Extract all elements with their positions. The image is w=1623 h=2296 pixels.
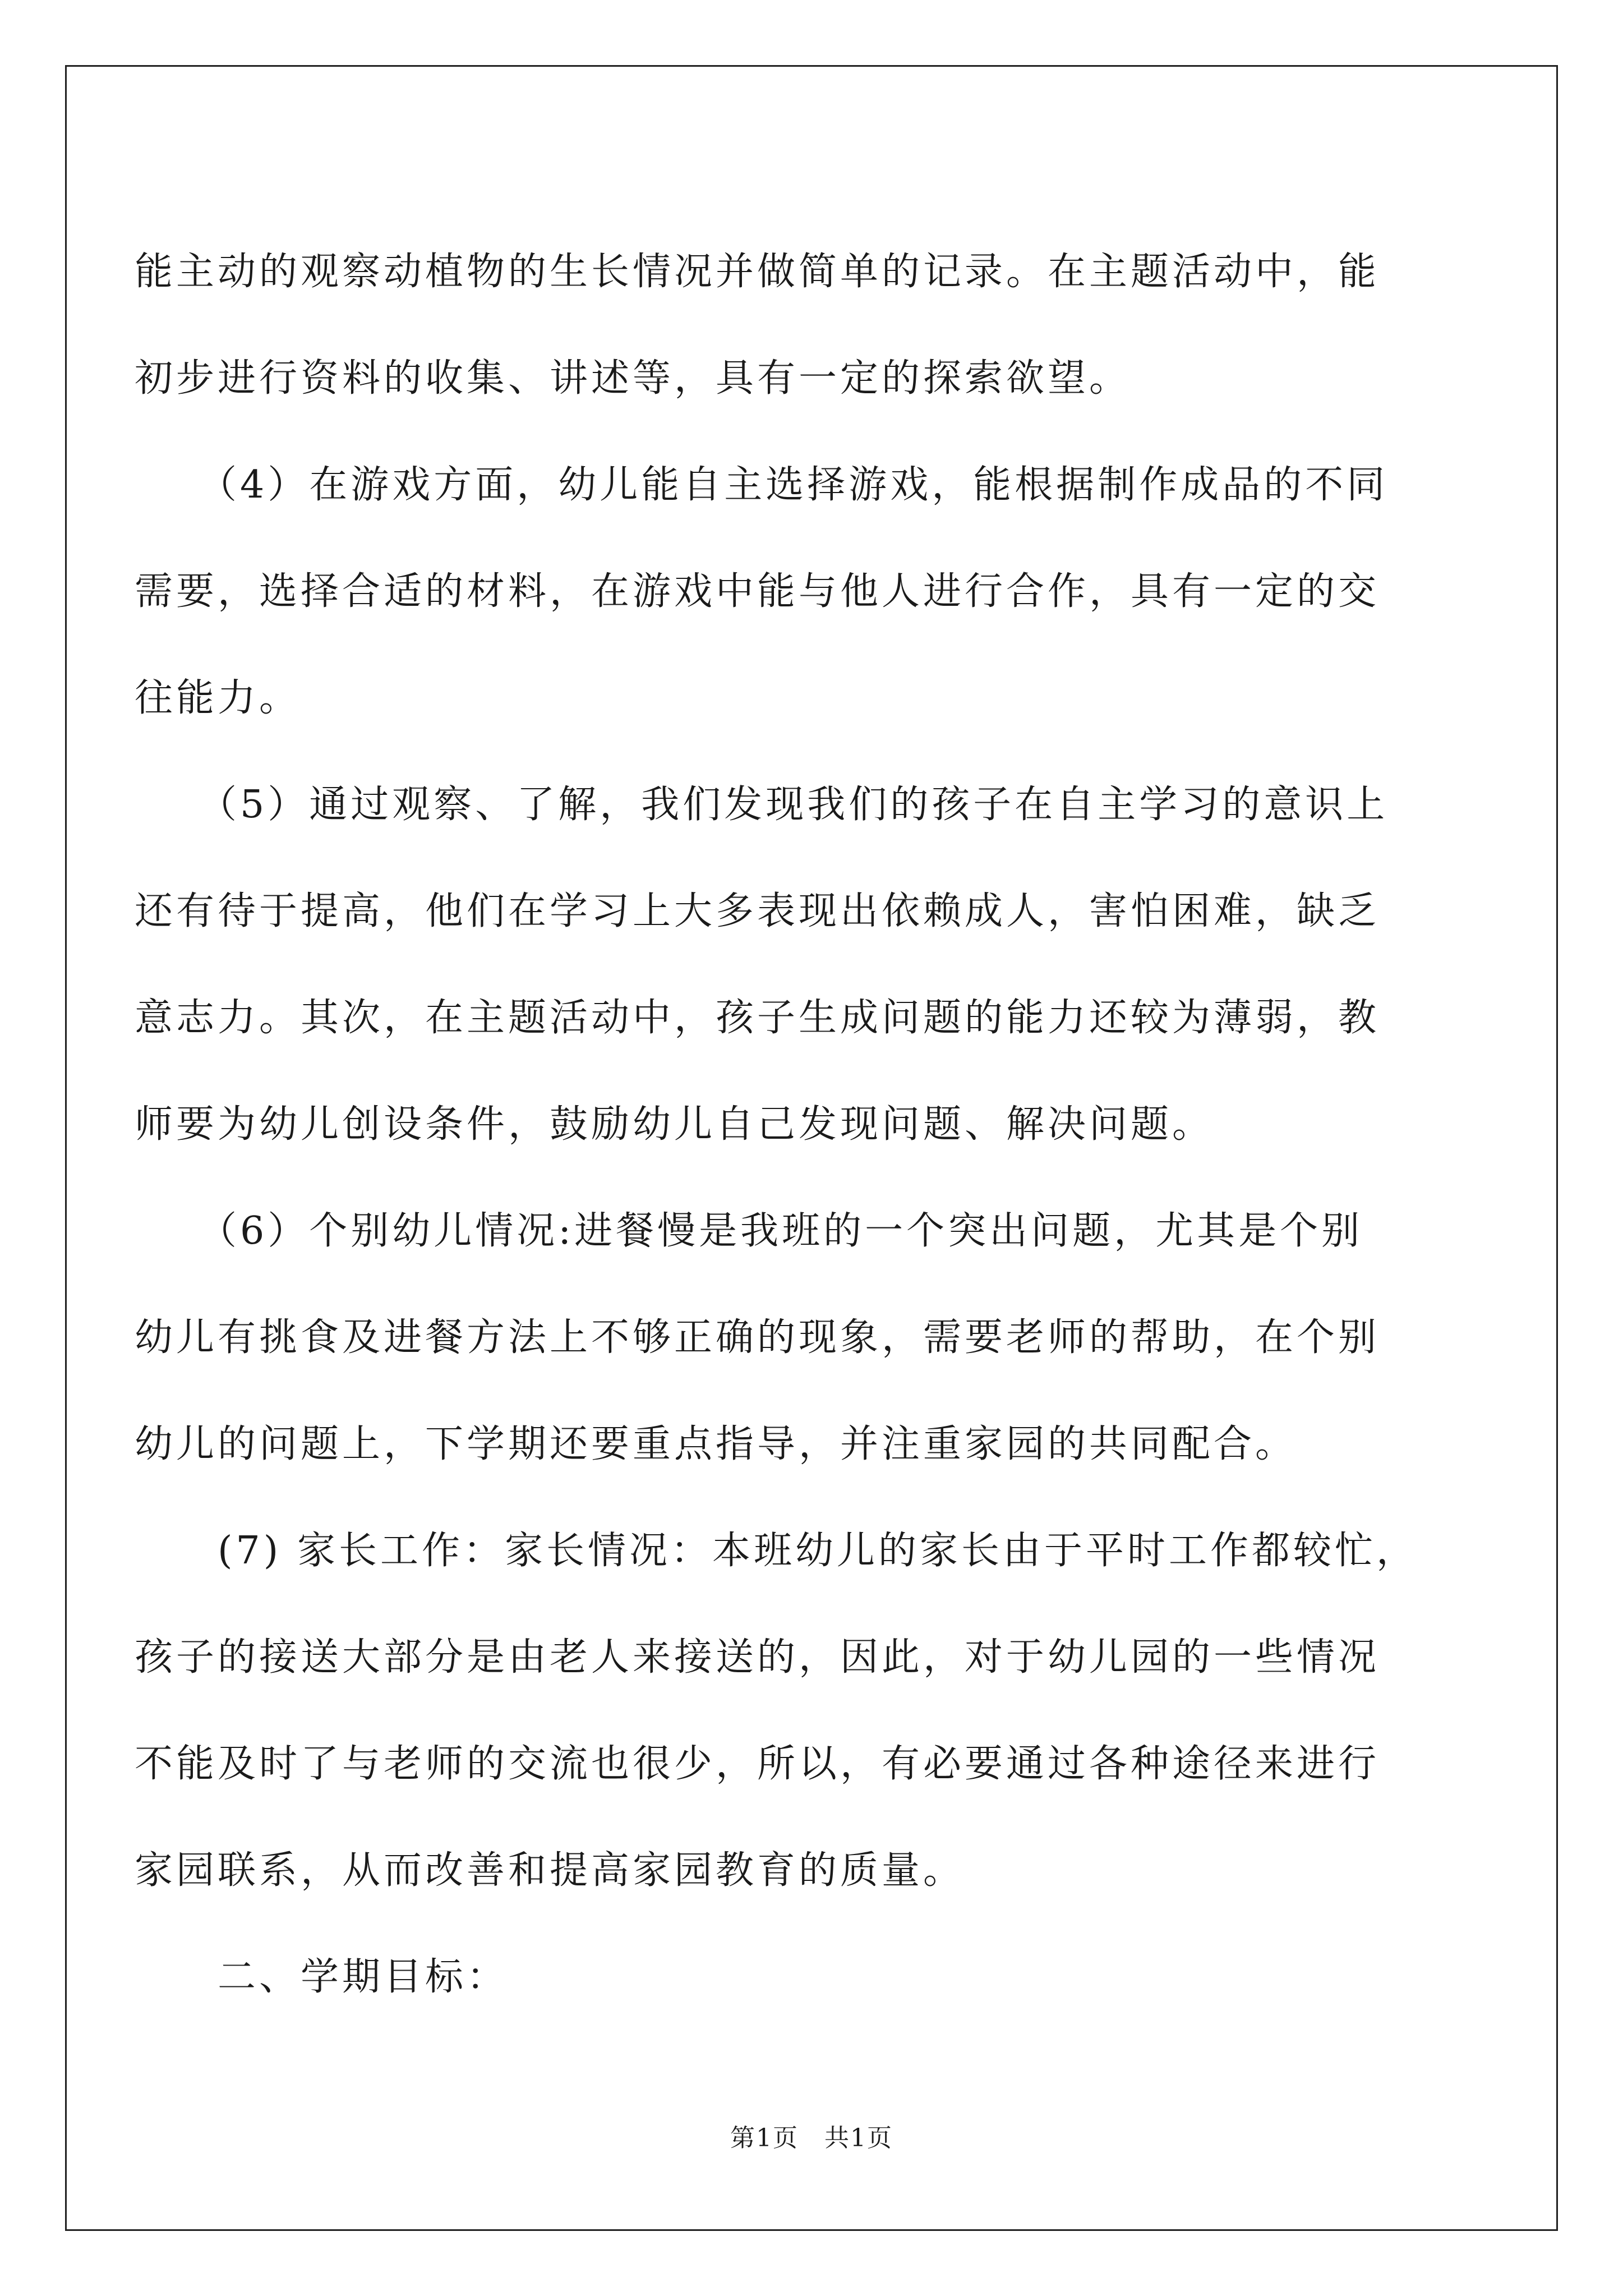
text-line: (7) 家长工作：家长情况：本班幼儿的家长由于平时工作都较忙，: [135, 1529, 1418, 1573]
text-line: （5）通过观察、了解，我们发现我们的孩子在自主学习的意识上: [135, 783, 1389, 827]
text-line: 师要为幼儿创设条件，鼓励幼儿自己发现问题、解决问题。: [135, 1102, 1214, 1147]
section-heading: 二、学期目标：: [135, 1955, 509, 1999]
text-line: 孩子的接送大部分是由老人来接送的，因此，对于幼儿园的一些情况: [135, 1635, 1380, 1680]
text-line: 能主动的观察动植物的生长情况并做简单的记录。在主题活动中，能: [135, 250, 1380, 294]
text-line: 不能及时了与老师的交流也很少，所以，有必要通过各种途径来进行: [135, 1742, 1380, 1786]
text-line: 往能力。: [135, 676, 301, 720]
text-line: 意志力。其次，在主题活动中，孩子生成问题的能力还较为薄弱，教: [135, 996, 1380, 1040]
text-line: 幼儿有挑食及进餐方法上不够正确的现象，需要老师的帮助，在个别: [135, 1315, 1380, 1360]
text-line: （6）个别幼儿情况:进餐慢是我班的一个突出问题，尤其是个别: [135, 1209, 1363, 1253]
text-line: 还有待于提高，他们在学习上大多表现出依赖成人，害怕困难，缺乏: [135, 889, 1380, 933]
document-body: [135, 219, 1481, 2031]
text-line: 家园联系，从而改善和提高家园教育的质量。: [135, 1848, 965, 1893]
text-line: 幼儿的问题上，下学期还要重点指导，并注重家园的共同配合。: [135, 1422, 1297, 1466]
text-line: （4）在游戏方面，幼儿能自主选择游戏，能根据制作成品的不同: [135, 463, 1389, 507]
page-footer: 第1页 共1页: [730, 2124, 893, 2152]
text-line: 初步进行资料的收集、讲述等，具有一定的探索欲望。: [135, 356, 1131, 401]
text-line: 需要，选择合适的材料，在游戏中能与他人进行合作，具有一定的交: [135, 569, 1380, 614]
